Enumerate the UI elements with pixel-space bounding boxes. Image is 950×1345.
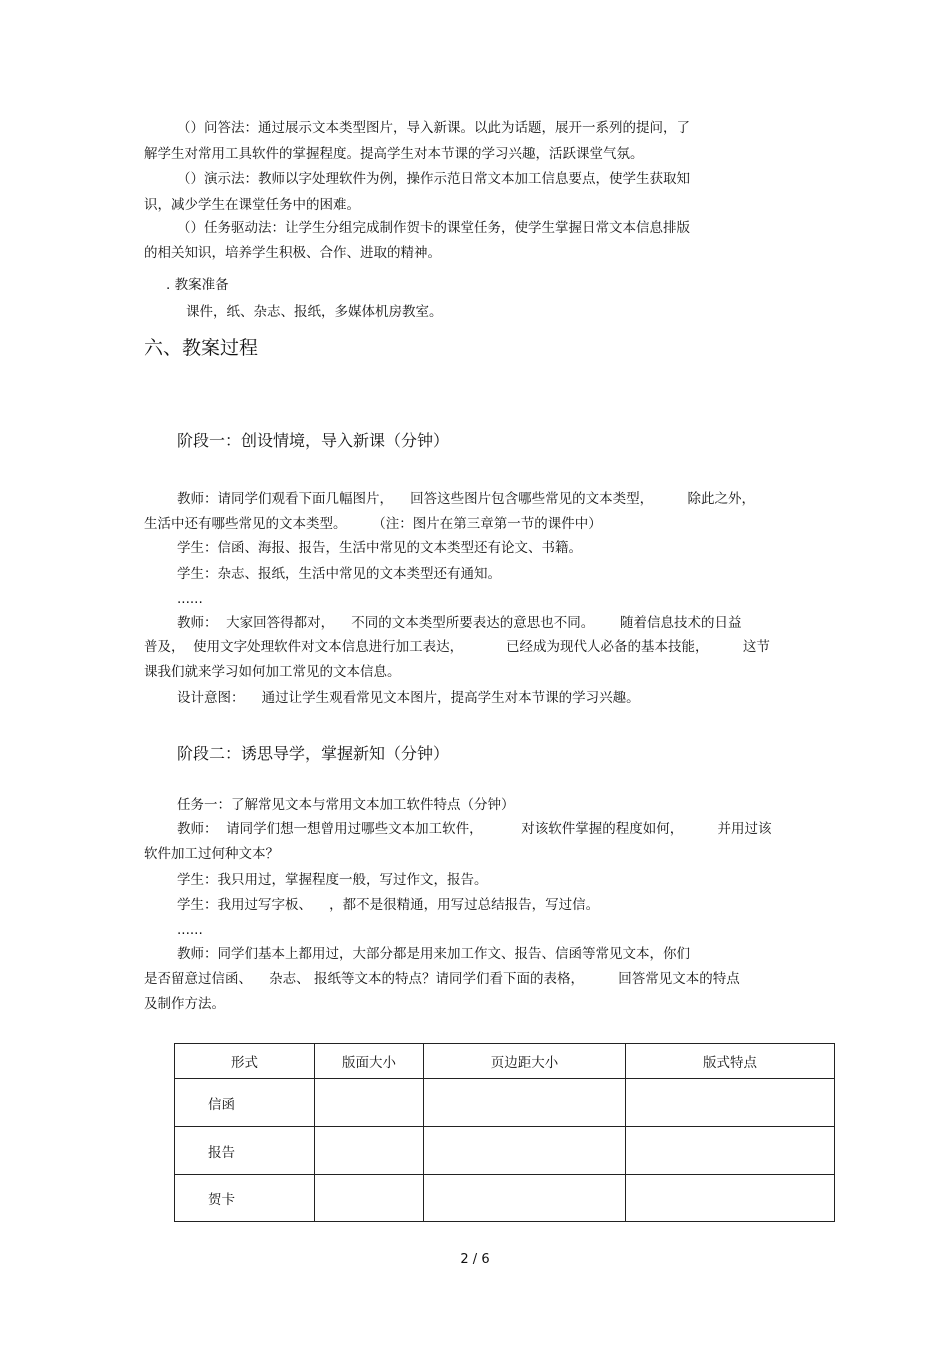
stage2-line: 及制作方法。 [144, 996, 225, 1012]
method-line: 的相关知识，培养学生积极、合作、进取的精神。 [144, 245, 441, 261]
method-line: （）演示法：教师以字处理软件为例，操作示范日常文本加工信息要点，使学生获取知 [177, 171, 690, 187]
prep-text: 课件，纸、杂志、报纸，多媒体机房教室。 [186, 304, 443, 320]
page-number: 2 / 6 [460, 1252, 490, 1267]
table-cell [424, 1127, 626, 1175]
stage1-line: 课我们就来学习如何加工常见的文本信息。 [144, 664, 401, 680]
prep-heading: . 教案准备 [166, 277, 229, 293]
table-cell [315, 1079, 424, 1127]
stage1-line: 生活中还有哪些常见的文本类型。 （注：图片在第三章第一节的课件中） [144, 516, 602, 532]
stage1-line: 教师：请同学们观看下面几幅图片， 回答这些图片包含哪些常见的文本类型， 除此之外， [177, 491, 755, 507]
table-header-cell: 页边距大小 [424, 1044, 626, 1079]
stage2-line: 教师： 请同学们想一想曾用过哪些文本加工软件， 对该软件掌握的程度如何， 并用过该 [177, 821, 772, 837]
table-cell [424, 1175, 626, 1222]
stage1-line: 学生：杂志、报纸，生活中常见的文本类型还有通知。 [177, 566, 501, 582]
method-line: 识，减少学生在课堂任务中的困难。 [144, 197, 360, 213]
stage1-line: ...... [177, 591, 203, 607]
table-cell [626, 1127, 835, 1175]
table-row-label: 信函 [175, 1079, 315, 1127]
table-header-cell: 版式特点 [626, 1044, 835, 1079]
stage2-line: 教师：同学们基本上都用过，大部分都是用来加工作文、报告、信函等常见文本，你们 [177, 946, 690, 962]
method-line: （）问答法：通过展示文本类型图片，导入新课。以此为话题，展开一系列的提问，了 [177, 120, 690, 136]
stage1-line: 教师： 大家回答得都对， 不同的文本类型所要表达的意思也不同。 随着信息技术的日益 [177, 615, 742, 631]
stage2-line: 任务一：了解常见文本与常用文本加工软件特点（分钟） [177, 797, 515, 813]
table-header-row [175, 1044, 835, 1079]
stage1-heading: 阶段一：创设情境，导入新课（分钟） [177, 431, 450, 450]
stage2-line: 是否留意过信函、 杂志、 报纸等文本的特点？请同学们看下面的表格， 回答常见文本的特点 [144, 971, 740, 987]
method-line: 解学生对常用工具软件的掌握程度。提高学生对本节课的学习兴趣，活跃课堂气氛。 [144, 146, 644, 162]
stage1-line: 学生：信函、海报、报告，生活中常见的文本类型还有论文、书籍。 [177, 540, 582, 556]
table-cell [424, 1079, 626, 1127]
stage1-line: 普及， 使用文字处理软件对文本信息进行加工表达， 已经成为现代人必备的基本技能， 这节 [144, 639, 770, 655]
method-line: （）任务驱动法：让学生分组完成制作贺卡的课堂任务，使学生掌握日常文本信息排版 [177, 220, 690, 236]
stage2-line: 学生：我只用过，掌握程度一般，写过作文，报告。 [177, 872, 488, 888]
table-cell [315, 1175, 424, 1222]
table-row-label: 贺卡 [175, 1175, 315, 1222]
stage1-line: 设计意图： 通过让学生观看常见文本图片，提高学生对本节课的学习兴趣。 [177, 690, 640, 706]
table-header-cell: 版面大小 [315, 1044, 424, 1079]
table-header-cell: 形式 [175, 1044, 315, 1079]
stage2-line: ...... [177, 922, 203, 938]
stage2-line: 软件加工过何种文本？ [144, 846, 279, 862]
table-row-label: 报告 [175, 1127, 315, 1175]
table-row [175, 1175, 835, 1222]
stage2-heading: 阶段二：诱思导学，掌握新知（分钟） [177, 744, 450, 763]
table-row [175, 1127, 835, 1175]
table-cell [626, 1079, 835, 1127]
table-cell [315, 1127, 424, 1175]
text-features-table [174, 1043, 835, 1222]
stage2-line: 学生：我用过写字板、 ，都不是很精通，用写过总结报告，写过信。 [177, 897, 600, 913]
table-cell [626, 1175, 835, 1222]
table-row [175, 1079, 835, 1127]
section-heading: 六、教案过程 [144, 337, 259, 359]
